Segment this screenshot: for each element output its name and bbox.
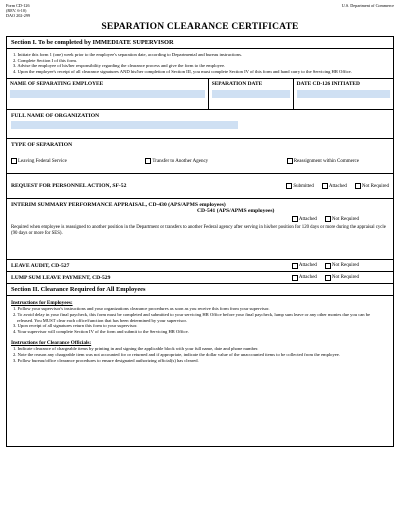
checkbox-icon xyxy=(145,158,151,164)
option-label: Attached xyxy=(328,183,347,189)
section-2-heading: Section II. Clearance Required for All Employees xyxy=(7,284,393,296)
appraisal-block xyxy=(7,199,393,260)
leave-audit-attached-checkbox[interactable] xyxy=(292,263,317,269)
transfer-agency-checkbox[interactable] xyxy=(145,158,208,164)
instruction-item: 2. Note the reason any chargeable item was not accounted for or returned and if appropriate, indicate the dollar value of the unaccounted items to be collected from the employee. xyxy=(13,351,340,357)
checkbox-icon xyxy=(325,263,331,269)
official-instructions-heading: Instructions for Clearance Officials: xyxy=(11,340,92,347)
organization-field[interactable] xyxy=(11,121,238,129)
leave-audit-label: LEAVE AUDIT, CD-527 xyxy=(11,262,70,269)
instruction-item: 4. Your supervisor will complete Section IV of the form and submit to the Servicing HR Office. xyxy=(13,328,189,334)
lump-sum-row xyxy=(7,272,393,284)
option-label: Submitted xyxy=(293,183,314,189)
instruction-item: 2. Complete Section I of this form. xyxy=(13,57,78,63)
instruction-item: 1. Indicate clearance of chargeable items by printing in and signing the applicable block with your full name, date and phone number. xyxy=(13,346,259,352)
form-number: Form CD-126 xyxy=(6,3,30,8)
lump-sum-not-required-checkbox[interactable] xyxy=(325,275,359,281)
form-title: SEPARATION CLEARANCE CERTIFICATE xyxy=(101,22,299,32)
option-label: Reassignment within Commerce xyxy=(293,158,359,164)
separation-date-cell xyxy=(208,79,293,109)
employee-instructions-heading: Instructions for Employees: xyxy=(11,300,73,307)
appraisal-not-required-checkbox[interactable] xyxy=(325,216,359,222)
checkbox-icon xyxy=(292,216,298,222)
personnel-action-row xyxy=(7,174,393,199)
leaving-federal-checkbox[interactable] xyxy=(11,158,67,164)
separation-type-label: TYPE OF SEPARATION xyxy=(11,142,73,149)
organization-block xyxy=(7,110,393,139)
option-label: Not Required xyxy=(331,216,359,222)
separation-date-label: SEPARATION DATE xyxy=(211,81,263,88)
checkbox-icon xyxy=(292,275,298,281)
checkbox-icon xyxy=(292,263,298,269)
checkbox-icon xyxy=(11,158,17,164)
form-header xyxy=(6,3,394,18)
employee-instructions xyxy=(11,306,389,334)
employee-info-row xyxy=(7,78,393,110)
employee-name-cell xyxy=(7,79,208,109)
section-2-body xyxy=(7,296,393,446)
cd126-date-cell xyxy=(293,79,393,109)
leave-audit-not-required-checkbox[interactable] xyxy=(325,263,359,269)
employee-name-field[interactable] xyxy=(10,90,205,98)
personnel-action-label: REQUEST FOR PERSONNEL ACTION, SF-52 xyxy=(11,183,127,190)
cd126-date-field[interactable] xyxy=(297,90,390,98)
official-instructions xyxy=(11,346,389,363)
instruction-item: 1. Initiate this form 1 (one) week prior to the employee's separation date, according to Departmental and bureau instructions. xyxy=(13,52,243,57)
option-label: Transfer to Another Agency xyxy=(152,158,209,164)
section-1-heading: Section I. To be completed by IMMEDIATE SUPERVISOR xyxy=(7,37,393,49)
form-revision: (REV. 6-10) xyxy=(6,8,27,13)
appraisal-attached-checkbox[interactable] xyxy=(292,216,317,222)
employee-name-label: NAME OF SEPARATING EMPLOYEE xyxy=(10,81,104,88)
lump-sum-attached-checkbox[interactable] xyxy=(292,275,317,281)
cd126-date-label: DATE CD-126 INITIATED xyxy=(296,81,360,88)
separation-type-block xyxy=(7,139,393,174)
pa-not-required-checkbox[interactable] xyxy=(355,183,389,189)
checkbox-icon xyxy=(325,275,331,281)
option-label: Leaving Federal Service xyxy=(18,158,67,164)
checkbox-icon xyxy=(286,183,292,189)
form-body xyxy=(6,36,394,447)
separation-date-field[interactable] xyxy=(212,90,290,98)
pa-attached-checkbox[interactable] xyxy=(322,183,347,189)
agency-name: U.S. Department of Commerce xyxy=(341,3,394,8)
option-label: Not Required xyxy=(331,275,359,281)
instruction-item: 1. Follow your supervisor's instructions and your organizations clearance procedures as soon as you receive this form from your supervisor. xyxy=(13,306,270,312)
appraisal-label-2: CD-541 (APS/APMS employees) xyxy=(197,208,275,215)
section-1-instructions xyxy=(7,49,393,78)
reassignment-checkbox[interactable] xyxy=(287,158,359,164)
option-label: Attached xyxy=(298,216,317,222)
instruction-item: 3. Follow bureau/office clearance procedures to ensure designated authorizing official(s) has cleared. xyxy=(13,357,199,363)
appraisal-note: Required when employee is reassigned to another position in the Department or transfers to another Federal agency after serving in his/her position for 120 days or more during the appraisal cycle (90 days or more for SES). xyxy=(11,225,386,237)
option-label: Attached xyxy=(298,263,317,269)
option-label: Not Required xyxy=(331,263,359,269)
checkbox-icon xyxy=(322,183,328,189)
checkbox-icon xyxy=(287,158,293,164)
checkbox-icon xyxy=(355,183,361,189)
form-dao: DAO 202-299 xyxy=(6,13,31,18)
organization-label: FULL NAME OF ORGANIZATION xyxy=(11,113,100,120)
instruction-item: 2. To avoid delay in your final paycheck, this form must be completed and submitted to your servicing HR Office before your final paycheck, lump sum leave or any other monies due you can be released. You MUST clear each office/function that has been determined by your supervisor. xyxy=(13,311,371,323)
checkbox-icon xyxy=(325,216,331,222)
instruction-item: 3. Advise the employee of his/her responsibility regarding the clearance process and give the form to the employee. xyxy=(13,63,226,69)
instruction-item: 3. Upon receipt of all signatures return this form to your supervisor. xyxy=(13,323,138,329)
option-label: Attached xyxy=(298,275,317,281)
lump-sum-label: LUMP SUM LEAVE PAYMENT, CD-529 xyxy=(11,274,111,281)
leave-audit-row xyxy=(7,260,393,272)
instruction-item: 4. Upon the employee's receipt of all clearance signatures AND his/her completion of Section III, you must complete Section IV of this form and hand carry to the Servicing HR Office. xyxy=(13,68,352,74)
appraisal-label-1: INTERIM SUMMARY PERFORMANCE APPRAISAL, CD-430 (APS/APMS employees) xyxy=(11,202,226,209)
option-label: Not Required xyxy=(361,183,389,189)
pa-submitted-checkbox[interactable] xyxy=(286,183,314,189)
